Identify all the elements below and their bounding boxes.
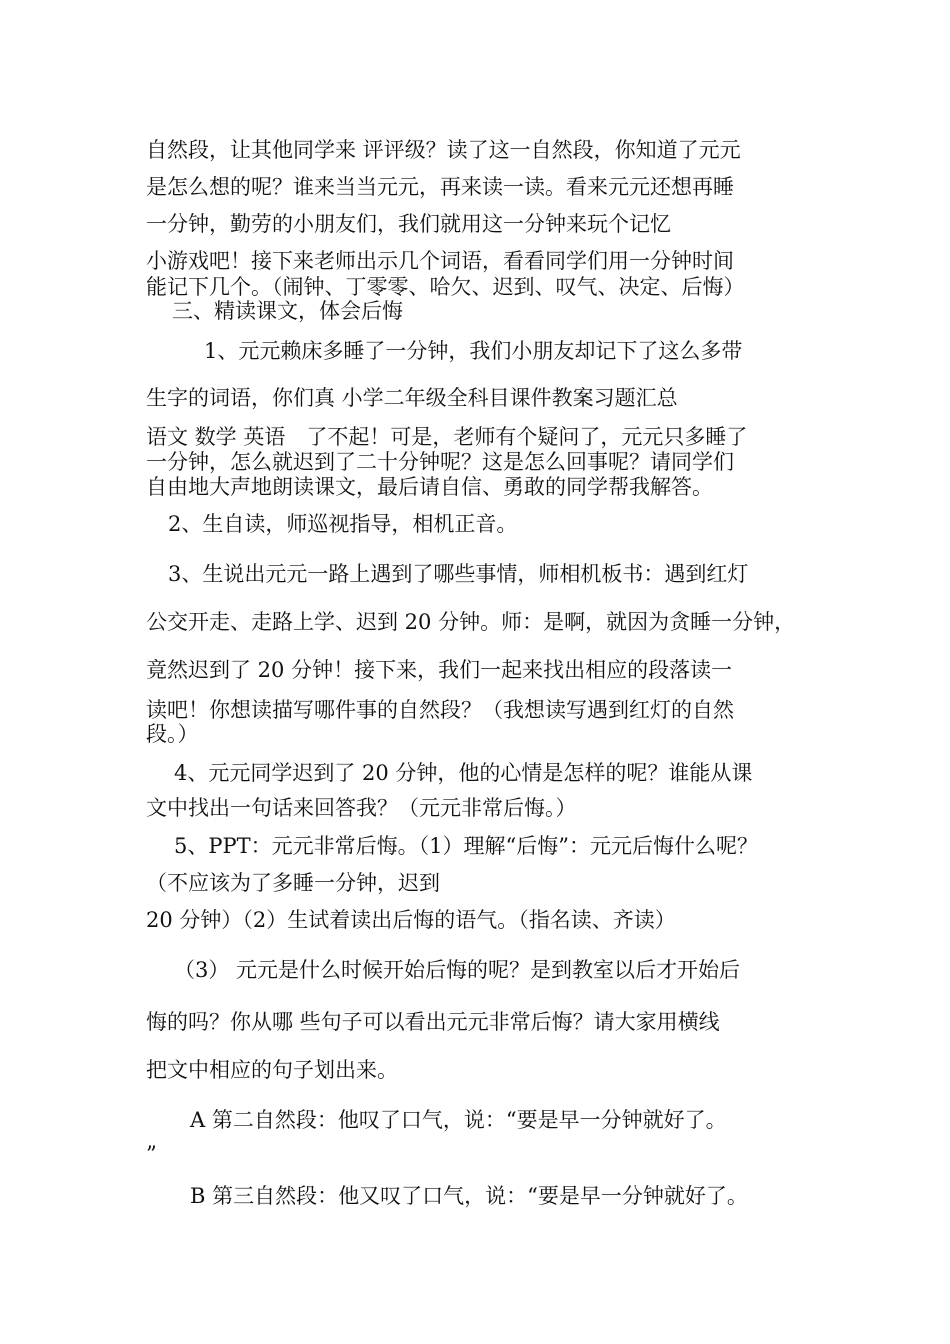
text-line: 20 分钟）（2）生试着读出后悔的语气。（指名读、齐读） — [146, 908, 676, 932]
text-line: 1、元元赖床多睡了一分钟，我们小朋友却记下了这么多带 — [204, 339, 743, 363]
text-line: 能记下几个。（闹钟、丁零零、哈欠、迟到、叹气、决定、后悔） — [146, 275, 745, 299]
text-line: B 第三自然段：他又叹了口气，说：“要是早一分钟就好了。 — [190, 1184, 748, 1208]
text-line: 语文 数学 英语 了不起！可是，老师有个疑问了，元元只多睡了 — [146, 425, 748, 449]
text-line: 4、元元同学迟到了 20 分钟，他的心情是怎样的呢？谁能从课 — [174, 761, 753, 785]
text-line: 悔的吗？你从哪 些句子可以看出元元非常后悔？请大家用横线 — [146, 1010, 720, 1034]
text-line: （不应该为了多睡一分钟，迟到 — [146, 871, 440, 895]
text-line: ” — [146, 1142, 157, 1166]
text-line: 文中找出一句话来回答我？（元元非常后悔。） — [146, 796, 577, 820]
text-line: 3、生说出元元一路上遇到了哪些事情，师相机板书：遇到红灯 — [168, 562, 749, 586]
text-line: 段。） — [146, 722, 199, 746]
text-line: 是怎么想的呢？谁来当当元元，再来读一读。看来元元还想再睡 — [146, 175, 734, 199]
text-line: （3） 元元是什么时候开始后悔的呢？是到教室以后才开始后 — [174, 958, 741, 982]
text-line: 自然段，让其他同学来 评评级？读了这一自然段，你知道了元元 — [146, 138, 741, 162]
text-line: 小游戏吧！接下来老师出示几个词语，看看同学们用一分钟时间 — [146, 249, 734, 273]
text-line: 一分钟，勤劳的小朋友们，我们就用这一分钟来玩个记忆 — [146, 212, 671, 236]
text-line: 一分钟，怎么就迟到了二十分钟呢？这是怎么回事呢？请同学们 — [146, 450, 734, 474]
text-line: 竟然迟到了 20 分钟！接下来，我们一起来找出相应的段落读一 — [146, 658, 733, 682]
text-line: A 第二自然段：他叹了口气，说：“要是早一分钟就好了。 — [190, 1108, 727, 1132]
text-line: 2、生自读，师巡视指导，相机正音。 — [168, 512, 518, 536]
text-line: 5、PPT：元元非常后悔。（1）理解“后悔”：元元后悔什么呢？ — [174, 834, 758, 858]
section-heading: 三、精读课文，体会后悔 — [172, 299, 403, 323]
text-line: 把文中相应的句子划出来。 — [146, 1058, 398, 1082]
text-line: 读吧！你想读描写哪件事的自然段？（我想读写遇到红灯的自然 — [146, 698, 734, 722]
text-line: 自由地大声地朗读课文，最后请自信、勇敢的同学帮我解答。 — [146, 475, 713, 499]
text-line: 公交开走、走路上学、迟到 20 分钟。师：是啊，就因为贪睡一分钟， — [146, 610, 796, 634]
text-line: 生字的词语，你们真 小学二年级全科目课件教案习题汇总 — [146, 386, 678, 410]
